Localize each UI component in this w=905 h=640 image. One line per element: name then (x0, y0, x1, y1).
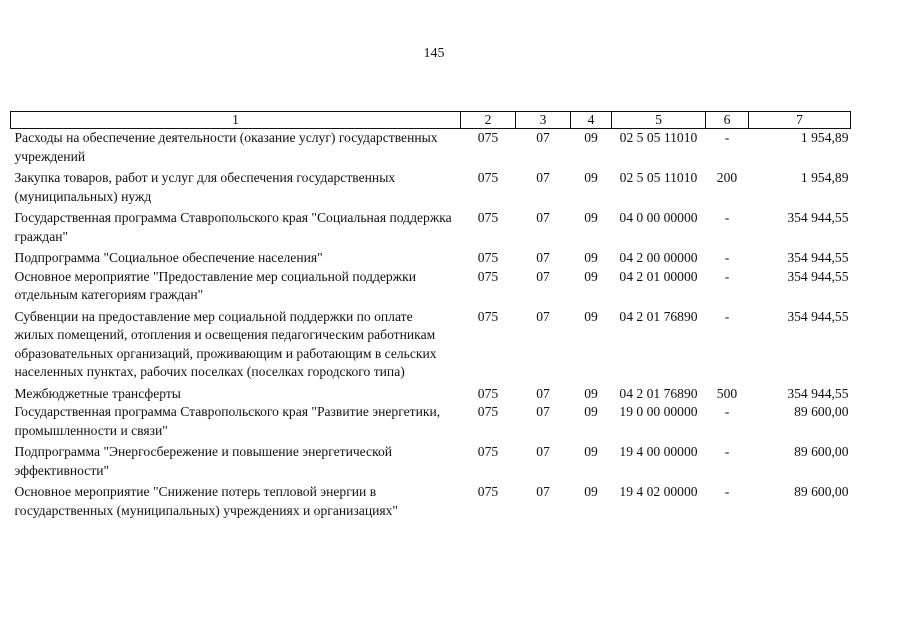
row-target-article: 04 2 01 76890 (619, 385, 698, 401)
row-section: 07 (536, 444, 550, 459)
row-name: Государственная программа Ставропольского края "Развитие энергетики, промышленности и связи" (14, 404, 441, 438)
row-subsection: 09 (584, 268, 598, 284)
page-number: 145 (423, 46, 445, 61)
header-col-5: 5 (612, 112, 706, 129)
row-ministry-code: 075 (477, 444, 499, 459)
table-row (11, 206, 851, 246)
row-subsection: 09 (584, 170, 598, 185)
header-col-4: 4 (571, 112, 612, 129)
row-expense-type: - (724, 484, 730, 499)
row-target-article: 02 5 05 11010 (619, 170, 698, 185)
row-expense-type: 500 (716, 385, 738, 401)
row-subsection: 09 (584, 444, 598, 459)
row-subsection: 09 (584, 484, 598, 499)
row-subsection: 09 (584, 210, 598, 225)
row-section: 07 (536, 130, 550, 145)
table-row (11, 305, 851, 382)
row-expense-type: - (724, 130, 730, 145)
header-col-2: 2 (461, 112, 516, 129)
row-name: Подпрограмма "Социальное обеспечение населения" (14, 250, 323, 265)
row-section: 07 (536, 210, 550, 225)
row-target-article: 19 0 00 00000 (619, 404, 698, 419)
row-name: Основное мероприятие "Предоставление мер социальной поддержки отдельным категориям граждан" (14, 268, 416, 302)
row-name: Основное мероприятие "Снижение потерь тепловой энергии в государственных (муниципальных) учреждениях и организациях" (14, 484, 398, 518)
table-row (11, 246, 851, 268)
row-ministry-code: 075 (477, 385, 499, 401)
row-ministry-code: 075 (477, 268, 499, 284)
row-target-article: 04 0 00 00000 (619, 210, 698, 225)
table-row (11, 403, 851, 440)
table-header-row (11, 112, 851, 129)
row-section: 07 (536, 484, 550, 499)
row-subsection: 09 (584, 250, 598, 265)
table-row (11, 166, 851, 206)
row-name: Закупка товаров, работ и услуг для обеспечения государственных (муниципальных) нужд (14, 170, 396, 204)
row-amount: 354 944,55 (787, 210, 849, 225)
budget-table (10, 111, 851, 520)
row-expense-type: 200 (716, 170, 738, 185)
row-section: 07 (536, 404, 550, 419)
row-expense-type: - (724, 210, 730, 225)
row-name: Государственная программа Ставропольского края "Социальная поддержка граждан" (14, 210, 452, 244)
table-row (11, 440, 851, 480)
row-ministry-code: 075 (477, 210, 499, 225)
row-subsection: 09 (584, 130, 598, 145)
row-target-article: 19 4 02 00000 (619, 484, 698, 499)
row-amount: 354 944,55 (787, 268, 849, 284)
row-name: Субвенции на предоставление мер социальной поддержки по оплате жилых помещений, отопления и освещения педагогическим работникам образовательных организаций, проживающим и работающим в сельских населенных пунктах, рабочих поселках (поселках городского типа) (14, 308, 437, 379)
row-target-article: 04 2 01 76890 (619, 308, 698, 324)
row-amount: 89 600,00 (794, 444, 849, 459)
row-section: 07 (536, 268, 550, 284)
row-amount: 354 944,55 (787, 250, 849, 265)
header-col-6: 6 (706, 112, 749, 129)
row-ministry-code: 075 (477, 404, 499, 419)
row-ministry-code: 075 (477, 308, 499, 324)
row-amount: 354 944,55 (787, 385, 849, 401)
header-col-1: 1 (11, 112, 461, 129)
table-row (11, 268, 851, 305)
header-col-3: 3 (516, 112, 571, 129)
row-section: 07 (536, 250, 550, 265)
row-expense-type: - (724, 444, 730, 459)
row-expense-type: - (724, 268, 730, 284)
row-target-article: 19 4 00 00000 (619, 444, 698, 459)
row-expense-type: - (724, 250, 730, 265)
table-row (11, 382, 851, 404)
row-name: Подпрограмма "Энергосбережение и повышение энергетической эффективности" (14, 444, 393, 478)
row-expense-type: - (724, 404, 730, 419)
row-target-article: 04 2 00 00000 (619, 250, 698, 265)
table-row (11, 129, 851, 167)
table-row (11, 480, 851, 520)
row-ministry-code: 075 (477, 170, 499, 185)
header-col-7: 7 (749, 112, 851, 129)
row-subsection: 09 (584, 404, 598, 419)
row-amount: 1 954,89 (800, 170, 849, 185)
row-expense-type: - (724, 308, 730, 324)
row-section: 07 (536, 170, 550, 185)
row-section: 07 (536, 308, 550, 324)
row-subsection: 09 (584, 308, 598, 324)
row-name: Межбюджетные трансферты (14, 385, 181, 401)
row-amount: 89 600,00 (794, 404, 849, 419)
row-amount: 354 944,55 (787, 308, 849, 324)
row-section: 07 (536, 385, 550, 401)
row-target-article: 04 2 01 00000 (619, 268, 698, 284)
row-target-article: 02 5 05 11010 (619, 130, 698, 145)
row-name: Расходы на обеспечение деятельности (оказание услуг) государственных учреждений (14, 130, 438, 164)
row-ministry-code: 075 (477, 484, 499, 499)
row-amount: 1 954,89 (800, 130, 849, 145)
row-amount: 89 600,00 (794, 484, 849, 499)
row-subsection: 09 (584, 385, 598, 401)
row-ministry-code: 075 (477, 250, 499, 265)
row-ministry-code: 075 (477, 130, 499, 145)
